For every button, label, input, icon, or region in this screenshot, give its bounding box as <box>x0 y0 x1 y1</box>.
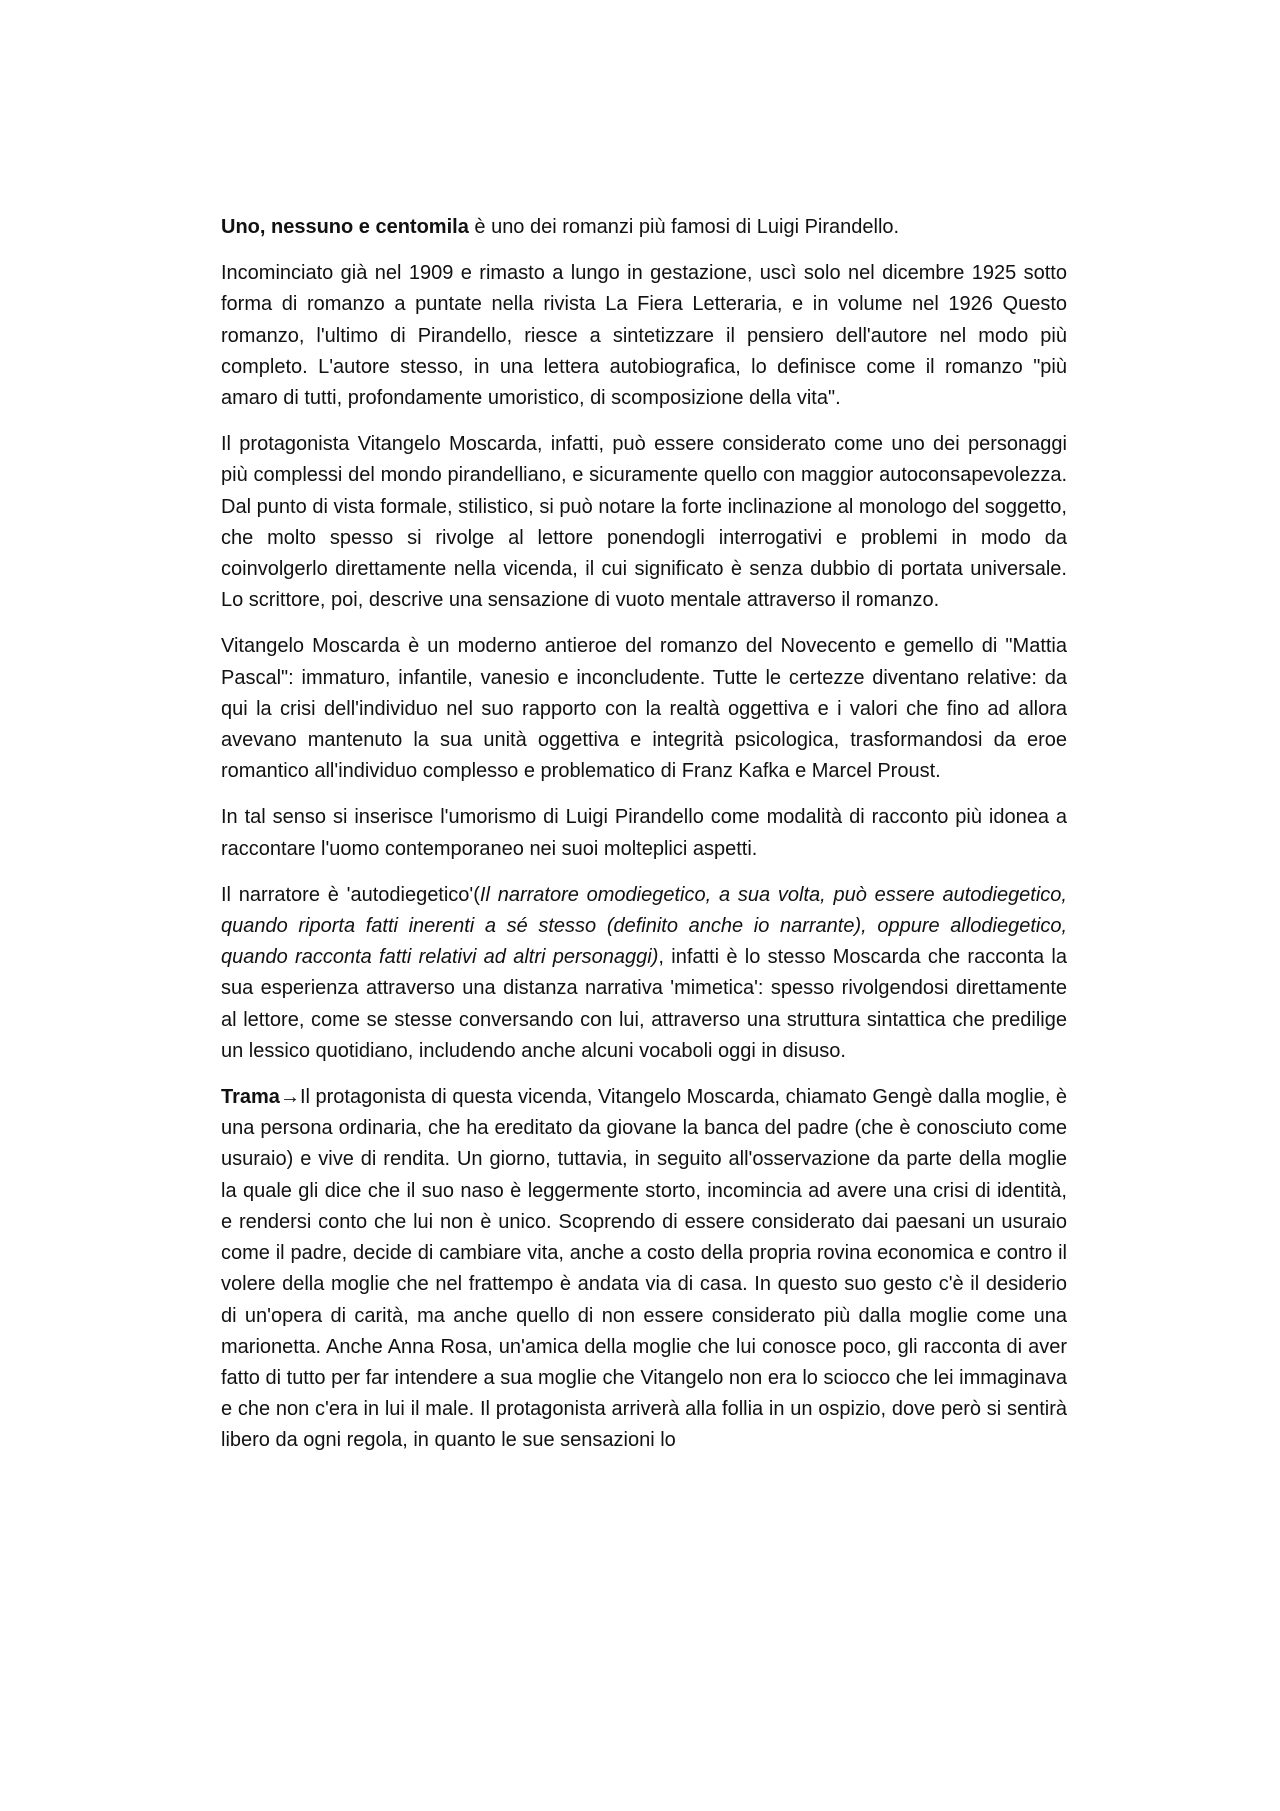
paragraph-plot <box>221 1082 1067 1456</box>
paragraph-protagonist: Il protagonista Vitangelo Moscarda, infatti, può essere considerato come uno dei personaggi più complessi del mondo pirandelliano, e sicuramente quello con maggior autoconsapevolezza. Dal punto di vista formale, stilistico, si può notare la forte inclinazione al monologo del soggetto, che molto spesso si rivolge al lettore ponendogli interrogativi e problemi in modo da coinvolgerlo direttamente nella vicenda, il cui significato è senza dubbio di portata universale. Lo scrittore, poi, descrive una sensazione di vuoto mentale attraverso il romanzo. <box>221 433 1067 612</box>
document-body <box>221 212 1067 1472</box>
narrator-definition: Il narratore omodiegetico, a sua volta, può essere autodiegetico, quando riporta fatti inerenti a sé stesso (definito anche io narrante), oppure allodiegetico, quando racconta fatti relativi ad altri personaggi) <box>221 883 1067 969</box>
paragraph-publication: Incominciato già nel 1909 e rimasto a lungo in gestazione, uscì solo nel dicembre 1925 sotto forma di romanzo a puntate nella rivista La Fiera Letteraria, e in volume nel 1926 Questo romanzo, l'ultimo di Pirandello, riesce a sintetizzare il pensiero dell'autore nel modo più completo. L'autore stesso, in una lettera autobiografica, lo definisce come il romanzo "più amaro di tutti, profondamente umoristico, di scomposizione della vita". <box>221 262 1067 410</box>
paragraph-antihero: Vitangelo Moscarda è un moderno antieroe del romanzo del Novecento e gemello di "Mattia Pascal": immaturo, infantile, vanesio e inconcludente. Tutte le certezze diventano relative: da qui la crisi dell'individuo nel suo rapporto con la realtà oggettiva e i valori che fino ad allora avevano mantenuto la sua unità oggettiva e integrità psicologica, trasformandosi da eroe romantico all'individuo complesso e problematico di Franz Kafka e Marcel Proust. <box>221 635 1067 783</box>
narrator-text-end: , infatti è lo stesso Moscarda che racconta la sua esperienza attraverso una distanza narrativa 'mimetica': spesso rivolgendosi direttamente al lettore, come se stesse conversando con lui, attraverso una struttura sintattica che predilige un lessico quotidiano, includendo anche alcuni vocaboli oggi in disuso. <box>221 946 1067 1062</box>
paragraph-narrator <box>221 880 1067 1067</box>
plot-text: Il protagonista di questa vicenda, Vitangelo Moscarda, chiamato Gengè dalla moglie, è una persona ordinaria, che ha ereditato da giovane la banca del padre (che è conosciuto come usuraio) e vive di rendita. Un giorno, tuttavia, in seguito all'osservazione da parte della moglie la quale gli dice che il suo naso è leggermente storto, incomincia ad avere una crisi di identità, e rendersi conto che lui non è unico. Scoprendo di essere considerato dai paesani un usuraio come il padre, decide di cambiare vita, anche a costo della propria rovina economica e contro il volere della moglie che nel frattempo è andata via di casa. In questo suo gesto c'è il desiderio di un'opera di carità, ma anche quello di non essere considerato più dalla moglie come una marionetta. Anche Anna Rosa, un'amica della moglie che lui conosce poco, gli racconta di aver fatto di tutto per far intendere a sua moglie che Vitangelo non era lo sciocco che lei immaginava e che non c'era in lui il male. Il protagonista arriverà alla follia in un ospizio, dove però si sentirà libero da ogni regola, in quanto le sue sensazioni lo <box>221 1086 1067 1452</box>
intro-text: è uno dei romanzi più famosi di Luigi Pirandello. <box>468 216 900 238</box>
narrator-text-start: Il narratore è 'autodiegetico'( <box>221 883 480 906</box>
arrow-right-icon: → <box>279 1086 300 1109</box>
novel-title: Uno, nessuno e centomila <box>221 216 469 238</box>
paragraph-humor: In tal senso si inserisce l'umorismo di Luigi Pirandello come modalità di racconto più idonea a raccontare l'uomo contemporaneo nei suoi molteplici aspetti. <box>221 806 1067 860</box>
plot-label: Trama <box>221 1086 280 1109</box>
paragraph-intro <box>221 212 1067 243</box>
